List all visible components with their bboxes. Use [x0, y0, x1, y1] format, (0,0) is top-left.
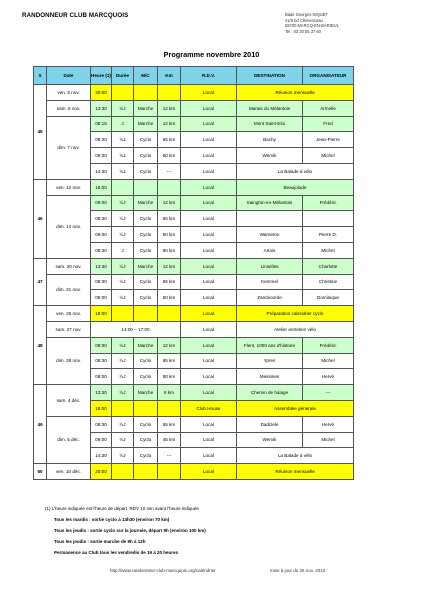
date-cell: sam. 4 déc.	[47, 385, 91, 417]
sem-cell: 47	[34, 258, 47, 305]
address-line: 59700 MARCQ-EN-BARŒUL	[285, 23, 339, 29]
date-cell: ven. 5 nov.	[47, 85, 91, 101]
dest-cell: La Balade à vélo	[237, 448, 354, 464]
heure-cell: 09:00	[91, 337, 112, 353]
table-row	[34, 100, 354, 116]
rdv-cell: Local	[181, 321, 237, 337]
table-row	[34, 306, 354, 322]
heure-cell: 08:30	[91, 353, 112, 369]
mc-cell: Cyclo	[134, 353, 158, 369]
org-cell: Hervé	[303, 416, 354, 432]
km-cell: 45 km	[158, 432, 181, 448]
heure-cell: 18:00	[91, 400, 112, 416]
rdv-cell: Local	[181, 195, 237, 211]
program-table	[33, 66, 354, 480]
org-cell: Christine	[303, 274, 354, 290]
column-header: ORGANISATEUR	[303, 67, 354, 85]
km-cell	[158, 464, 181, 480]
address-line: 41/6 bd Clémenceau	[285, 17, 323, 23]
page-title: Programme novembre 2010	[163, 50, 260, 59]
column-header: R.D.V.	[181, 67, 237, 85]
heure-cell: 13:30	[91, 100, 112, 116]
heure-cell: 14:30	[91, 163, 112, 179]
km-cell: 50 km	[158, 148, 181, 164]
duree-cell	[112, 179, 134, 195]
rdv-cell: Local	[181, 116, 237, 132]
rdv-cell: Club House	[181, 400, 237, 416]
rdv-cell: Local	[181, 179, 237, 195]
dest-cell: Zandvoorde	[237, 290, 303, 306]
footnote: (1) L'heure indiquée est l'heure de départ. RDV 10 min avant l'heure indiquée	[45, 506, 199, 511]
heure-cell: 08:30	[91, 132, 112, 148]
mc-cell: Cyclo	[134, 448, 158, 464]
mc-cell: Marche	[134, 100, 158, 116]
heure-cell: 08:15	[91, 116, 112, 132]
mc-cell: Cyclo	[134, 132, 158, 148]
duree-cell	[112, 85, 134, 101]
km-cell: 65 km	[158, 132, 181, 148]
club-name: RANDONNEUR CLUB MARCQUOIS	[22, 12, 129, 19]
km-cell	[158, 400, 181, 416]
dest-cell: Linselles	[237, 258, 303, 274]
footer-line: Permanence au Club tous les vendredis de 19 à 20 heures	[54, 550, 179, 555]
table-row	[34, 416, 354, 432]
address-line: Tel : 03 20 55 37 60	[285, 28, 321, 34]
rdv-cell: Local	[181, 290, 237, 306]
duree-cell: ½J	[112, 416, 134, 432]
date-cell: sam. 27 nov.	[47, 321, 91, 337]
heure-cell: 14:30	[91, 448, 112, 464]
dest-cell: Dadizele	[237, 416, 303, 432]
mc-cell: Cyclo	[134, 290, 158, 306]
org-cell: Michel	[303, 148, 354, 164]
duree-cell: ½J	[112, 337, 134, 353]
duree-cell: ½J	[112, 148, 134, 164]
dest-cell: Artois	[237, 242, 303, 258]
mc-cell: Cyclo	[134, 369, 158, 385]
table-body	[34, 85, 354, 480]
duree-cell: ½J	[112, 163, 134, 179]
date-cell: sam. 20 nov.	[47, 258, 91, 274]
duree-cell: J	[112, 116, 134, 132]
org-cell: Frédéric	[303, 195, 354, 211]
org-cell: Charlotte	[303, 258, 354, 274]
rdv-cell: Local	[181, 274, 237, 290]
heure-cell: 09:00	[91, 195, 112, 211]
km-cell: 12 km	[158, 258, 181, 274]
duree-cell: ½J	[112, 353, 134, 369]
duree-cell: ½J	[112, 369, 134, 385]
mc-cell	[134, 464, 158, 480]
rdv-cell: Local	[181, 227, 237, 243]
table-row	[34, 337, 354, 353]
mc-cell: Cyclo	[134, 148, 158, 164]
rdv-cell: Local	[181, 211, 237, 227]
sem-cell: 48	[34, 306, 47, 385]
sem-cell: 50	[34, 464, 47, 480]
duree-cell: ½J	[112, 432, 134, 448]
column-header: Durée	[112, 67, 134, 85]
km-cell: 12 km	[158, 116, 181, 132]
dest-cell: Réunion mensuelle	[237, 85, 354, 101]
dest-cell: Kemmel	[237, 274, 303, 290]
dest-cell: Wervik	[237, 148, 303, 164]
table-header-row	[34, 67, 354, 85]
km-cell: 55 km	[158, 416, 181, 432]
duree-cell: ½J	[112, 290, 134, 306]
table-row	[34, 274, 354, 290]
mc-cell	[134, 306, 158, 322]
table-row	[34, 385, 354, 401]
mc-cell	[134, 85, 158, 101]
dest-cell: Flers, 1000 ans d'histoire	[237, 337, 303, 353]
rdv-cell: Local	[181, 258, 237, 274]
date-cell: sam. 6 nov.	[47, 100, 91, 116]
duree-cell: ½J	[112, 211, 134, 227]
dest-cell: Warneton	[237, 227, 303, 243]
rdv-cell: Local	[181, 416, 237, 432]
club-address	[285, 12, 339, 34]
org-cell	[303, 211, 354, 227]
org-cell: Fred	[303, 116, 354, 132]
mc-cell	[134, 179, 158, 195]
km-cell: 12 km	[158, 337, 181, 353]
mc-cell: Cyclo	[134, 416, 158, 432]
heure-cell: 20:00	[91, 85, 112, 101]
org-cell: Jean-Pierre	[303, 132, 354, 148]
mc-cell: Cyclo	[134, 432, 158, 448]
mc-cell: Cyclo	[134, 211, 158, 227]
footer-line: Tous les jeudis : sortie cyclo sur la journée, départ 9h (environ 100 km)	[54, 528, 206, 533]
org-cell: Michel	[303, 242, 354, 258]
rdv-cell: Local	[181, 242, 237, 258]
table-row	[34, 179, 354, 195]
heure-cell: 18:00	[91, 179, 112, 195]
date-cell: dim. 28 nov.	[47, 337, 91, 384]
km-cell: 50 km	[158, 227, 181, 243]
heure-cell: 08:30	[91, 274, 112, 290]
column-header: Date	[47, 67, 91, 85]
rdv-cell: Local	[181, 385, 237, 401]
duree-cell: ½J	[112, 227, 134, 243]
heure-cell: 09:00	[91, 148, 112, 164]
rdv-cell: Local	[181, 163, 237, 179]
dest-cell: Marais du Mélantois	[237, 100, 303, 116]
dest-cell: Mont Saint-Eloi	[237, 116, 303, 132]
footer-line: Tous les jeudis : sortie marche de 9h à 12h	[54, 539, 146, 544]
heure-cell: 09:00	[91, 227, 112, 243]
rdv-cell: Local	[181, 337, 237, 353]
duree-cell: J	[112, 242, 134, 258]
mc-cell: Cyclo	[134, 163, 158, 179]
column-header: DESTINATION	[237, 67, 303, 85]
rdv-cell: Local	[181, 369, 237, 385]
km-cell: 12 km	[158, 100, 181, 116]
km-cell	[158, 306, 181, 322]
mc-cell: Marche	[134, 195, 158, 211]
dest-cell	[237, 211, 303, 227]
table-row	[34, 85, 354, 101]
heure-cell: 09:00	[91, 290, 112, 306]
mc-cell: Marche	[134, 337, 158, 353]
duree-cell: ½J	[112, 100, 134, 116]
km-cell	[158, 179, 181, 195]
org-cell: Dominique	[303, 290, 354, 306]
org-cell: Pierre D.	[303, 227, 354, 243]
rdv-cell: Local	[181, 148, 237, 164]
dest-cell: Chemin de halage	[237, 385, 303, 401]
update-date: mise à jour du 26 nov. 2010	[270, 568, 326, 573]
duree-cell: ½J	[112, 195, 134, 211]
dest-cell: Ypres	[237, 353, 303, 369]
footer-line: Tous les mardis : sortie cyclo à 13h30 (environ 70 km)	[54, 517, 170, 522]
table-row	[34, 258, 354, 274]
org-cell: Michel	[303, 353, 354, 369]
column-header: M/C	[134, 67, 158, 85]
date-cell: ven. 10 déc.	[47, 464, 91, 480]
km-cell: 65 km	[158, 274, 181, 290]
sem-cell: 45	[34, 85, 47, 180]
duree-cell: ½J	[112, 258, 134, 274]
dest-cell: Wervik	[237, 432, 303, 448]
rdv-cell: Local	[181, 432, 237, 448]
heure-cell: 08:30	[91, 416, 112, 432]
dest-cell: Assemblée générale	[237, 400, 354, 416]
heure-cell: 13:30	[91, 385, 112, 401]
table-row	[34, 116, 354, 132]
date-cell: ven. 12 nov.	[47, 179, 91, 195]
dest-cell: Beaujolade	[237, 179, 354, 195]
org-cell: ---	[303, 385, 354, 401]
date-cell: dim. 5 déc.	[47, 416, 91, 463]
mc-cell	[134, 400, 158, 416]
duree-cell: ½J	[112, 274, 134, 290]
mc-cell: Cyclo	[134, 227, 158, 243]
mc-cell: Marche	[134, 385, 158, 401]
column-header: Heure (1)	[91, 67, 112, 85]
km-cell: 12 km	[158, 195, 181, 211]
dest-cell: Réunion mensuelle	[237, 464, 354, 480]
duree-cell: ½J	[112, 448, 134, 464]
heure-cell: 09:00	[91, 432, 112, 448]
mc-cell: Marche	[134, 258, 158, 274]
heure-cell: 08:30	[91, 242, 112, 258]
heure-cell: 09:00	[91, 369, 112, 385]
heure-cell: 13:30	[91, 258, 112, 274]
column-header: S	[34, 67, 47, 85]
heure-cell: 08:30	[91, 211, 112, 227]
mc-cell: Cyclo	[134, 274, 158, 290]
rdv-cell: Local	[181, 132, 237, 148]
org-cell: Hervé	[303, 369, 354, 385]
km-cell: ---	[158, 448, 181, 464]
org-cell: Michel	[303, 432, 354, 448]
org-cell: Frédéric	[303, 337, 354, 353]
address-line: Bade Georges NIQUET	[285, 12, 329, 17]
sem-cell: 49	[34, 385, 47, 464]
duree-cell	[112, 306, 134, 322]
heure-cell: 14:00 – 17:00	[91, 321, 181, 337]
dest-cell: Atelier entretien vélo	[237, 321, 354, 337]
table-row	[34, 321, 354, 337]
km-cell: 65 km	[158, 353, 181, 369]
km-cell: 50 km	[158, 290, 181, 306]
column-header: Km	[158, 67, 181, 85]
rdv-cell: Local	[181, 85, 237, 101]
km-cell: 90 km	[158, 242, 181, 258]
sem-cell: 46	[34, 179, 47, 258]
table-row	[34, 195, 354, 211]
km-cell: 50 km	[158, 369, 181, 385]
rdv-cell: Local	[181, 448, 237, 464]
km-cell	[158, 85, 181, 101]
rdv-cell: Local	[181, 100, 237, 116]
date-cell: dim. 21 nov.	[47, 274, 91, 306]
heure-cell: 20:00	[91, 464, 112, 480]
duree-cell: ½J	[112, 132, 134, 148]
org-cell: Armelle	[303, 100, 354, 116]
rdv-cell: Local	[181, 353, 237, 369]
date-cell: dim. 14 nov.	[47, 195, 91, 258]
rdv-cell: Local	[181, 306, 237, 322]
heure-cell: 19:00	[91, 306, 112, 322]
duree-cell: ½J	[112, 385, 134, 401]
mc-cell: Cyclo	[134, 242, 158, 258]
km-cell: 65 km	[158, 211, 181, 227]
rdv-cell: Local	[181, 464, 237, 480]
dest-cell: Sainghin-en-Mélantois	[237, 195, 303, 211]
calendar-link[interactable]: http://www.randonneur-club-marcquois.org/calendrier	[110, 568, 216, 573]
dest-cell: Préparation calendrier cyclo	[237, 306, 354, 322]
km-cell: ---	[158, 163, 181, 179]
duree-cell	[112, 400, 134, 416]
km-cell: 8 km	[158, 385, 181, 401]
date-cell: dim. 7 nov.	[47, 116, 91, 179]
mc-cell: Marche	[134, 116, 158, 132]
dest-cell: Bachy	[237, 132, 303, 148]
dest-cell: Messines	[237, 369, 303, 385]
date-cell: ven. 26 nov.	[47, 306, 91, 322]
duree-cell	[112, 464, 134, 480]
table-row	[34, 464, 354, 480]
dest-cell: La Balade à vélo	[237, 163, 354, 179]
